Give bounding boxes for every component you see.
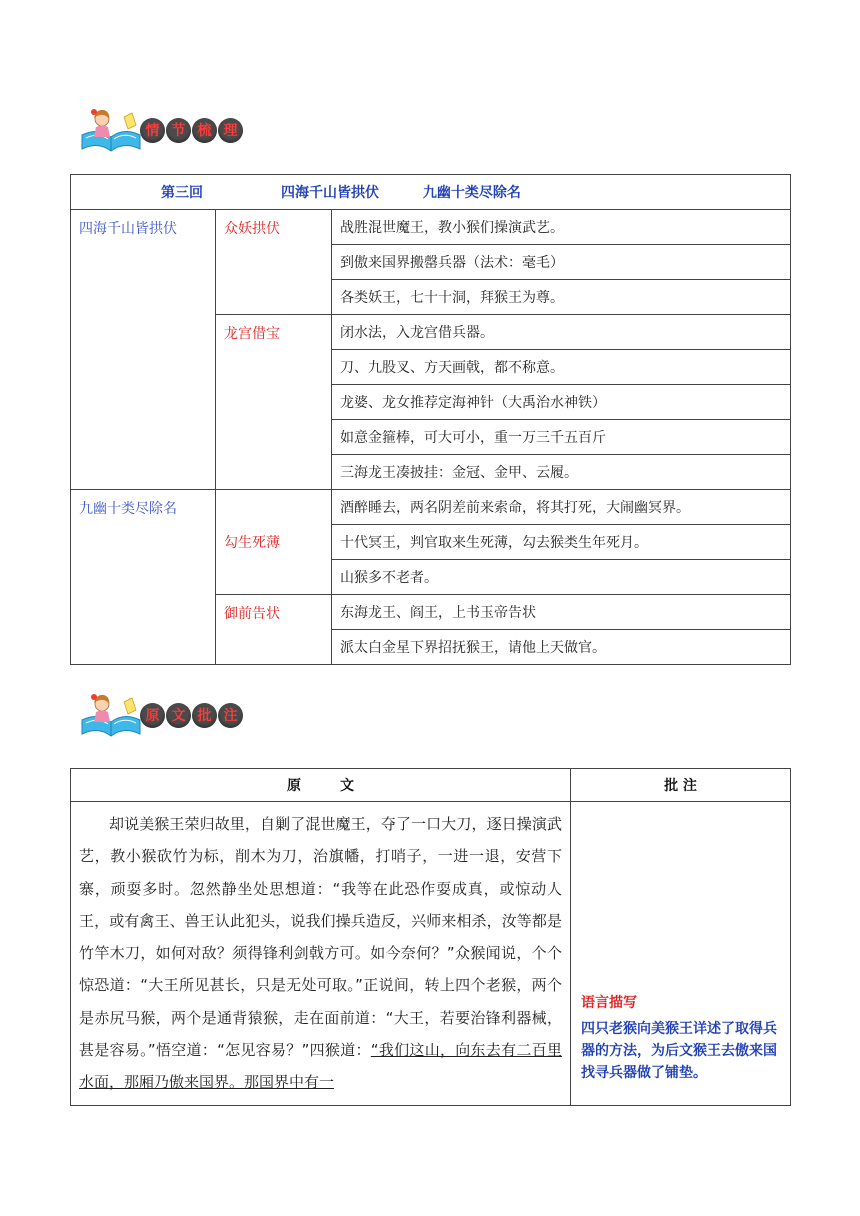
column-header-original: 原 文 xyxy=(71,769,571,802)
column-header-annotation: 批 注 xyxy=(571,769,791,802)
event-cell: 到傲来国界搬罄兵器（法术：毫毛） xyxy=(332,245,791,280)
original-text-table xyxy=(70,768,791,1106)
section-heading-plot xyxy=(78,105,244,155)
event-cell: 刀、九股叉、方天画戟，都不称意。 xyxy=(332,350,791,385)
event-cell: 东海龙王、阎王，上书玉帝告状 xyxy=(332,595,791,630)
title-char: 情 xyxy=(140,118,165,143)
table-row xyxy=(71,769,791,802)
original-text-cell xyxy=(71,802,571,1106)
plot-outline-table xyxy=(70,174,791,665)
table-row xyxy=(71,490,791,525)
underlined-text: “我们这山，向东去有二百里水面，那厢乃傲来国界。那国界中有一 xyxy=(79,1041,562,1092)
original-text: 却说美猴王荣归故里，自剿了混世魔王，夺了一口大刀，逐日操演武艺，教小猴砍竹为标，削木为刀，治旗幡，打哨子，一进一退，安营下寨，顽耍多时。忽然静坐处思想道：“我等在此恐作耍成真，或惊动人王，或有禽王、兽王认此犯头，说我们操兵造反，兴师来相杀，汝等都是竹竿木刀，如何对敌？须得锋利剑戟方可。如今奈何？”众猴闻说，个个惊恐道：“大王所见甚长，只是无处可取。”正说间，转上四个老猴，两个是赤尻马猴，两个是通背猿猴，走在面前道：“大王，若要治锋利器械，甚是容易。”悟空道：“怎见容易？”四猴道： xyxy=(79,815,562,1060)
table-row xyxy=(71,802,791,1106)
event-cell: 山猴多不老者。 xyxy=(332,560,791,595)
event-cell: 三海龙王凑披挂：金冠、金甲、云履。 xyxy=(332,455,791,490)
event-cell: 如意金箍棒，可大可小，重一万三千五百斤 xyxy=(332,420,791,455)
section-heading-annotation xyxy=(78,690,244,740)
title-char: 梳 xyxy=(192,118,217,143)
sub-label: 众妖拱伏 xyxy=(216,210,332,315)
event-cell: 闭水法，入龙宫借兵器。 xyxy=(332,315,791,350)
event-cell: 战胜混世魔王，教小猴们操演武艺。 xyxy=(332,210,791,245)
sub-label: 龙宫借宝 xyxy=(216,315,332,490)
title-char: 文 xyxy=(166,703,191,728)
sub-label: 御前告状 xyxy=(216,595,332,665)
event-cell: 各类妖王，七十十洞，拜猴王为尊。 xyxy=(332,280,791,315)
table-row xyxy=(71,210,791,245)
annotation-title: 语言描写 xyxy=(581,995,637,1011)
sub-label: 勾生死薄 xyxy=(216,490,332,595)
group-label: 四海千山皆拱伏 xyxy=(71,210,216,490)
event-cell: 龙婆、龙女推荐定海神针（大禹治水神铁） xyxy=(332,385,791,420)
title-char: 批 xyxy=(192,703,217,728)
reading-girl-icon xyxy=(78,690,144,740)
title-char: 注 xyxy=(218,703,243,728)
annotation-body: 四只老猴向美猴王详述了取得兵器的方法，为后文猴王去傲来国找寻兵器做了铺垫。 xyxy=(581,1021,777,1081)
title-char: 节 xyxy=(166,118,191,143)
event-cell: 酒醉睡去，两名阴差前来索命，将其打死，大闹幽冥界。 xyxy=(332,490,791,525)
event-cell: 十代冥王，判官取来生死薄，勾去猴类生年死月。 xyxy=(332,525,791,560)
section-title-annotation xyxy=(140,703,244,728)
title-char: 原 xyxy=(140,703,165,728)
title-char: 理 xyxy=(218,118,243,143)
chapter-header: 第三回 四海千山皆拱伏 九幽十类尽除名 xyxy=(71,175,791,210)
table-row xyxy=(71,175,791,210)
section-title-plot xyxy=(140,118,244,143)
group-label: 九幽十类尽除名 xyxy=(71,490,216,665)
annotation-cell xyxy=(571,802,791,1106)
event-cell: 派太白金星下界招抚猴王，请他上天做官。 xyxy=(332,630,791,665)
reading-girl-icon xyxy=(78,105,144,155)
